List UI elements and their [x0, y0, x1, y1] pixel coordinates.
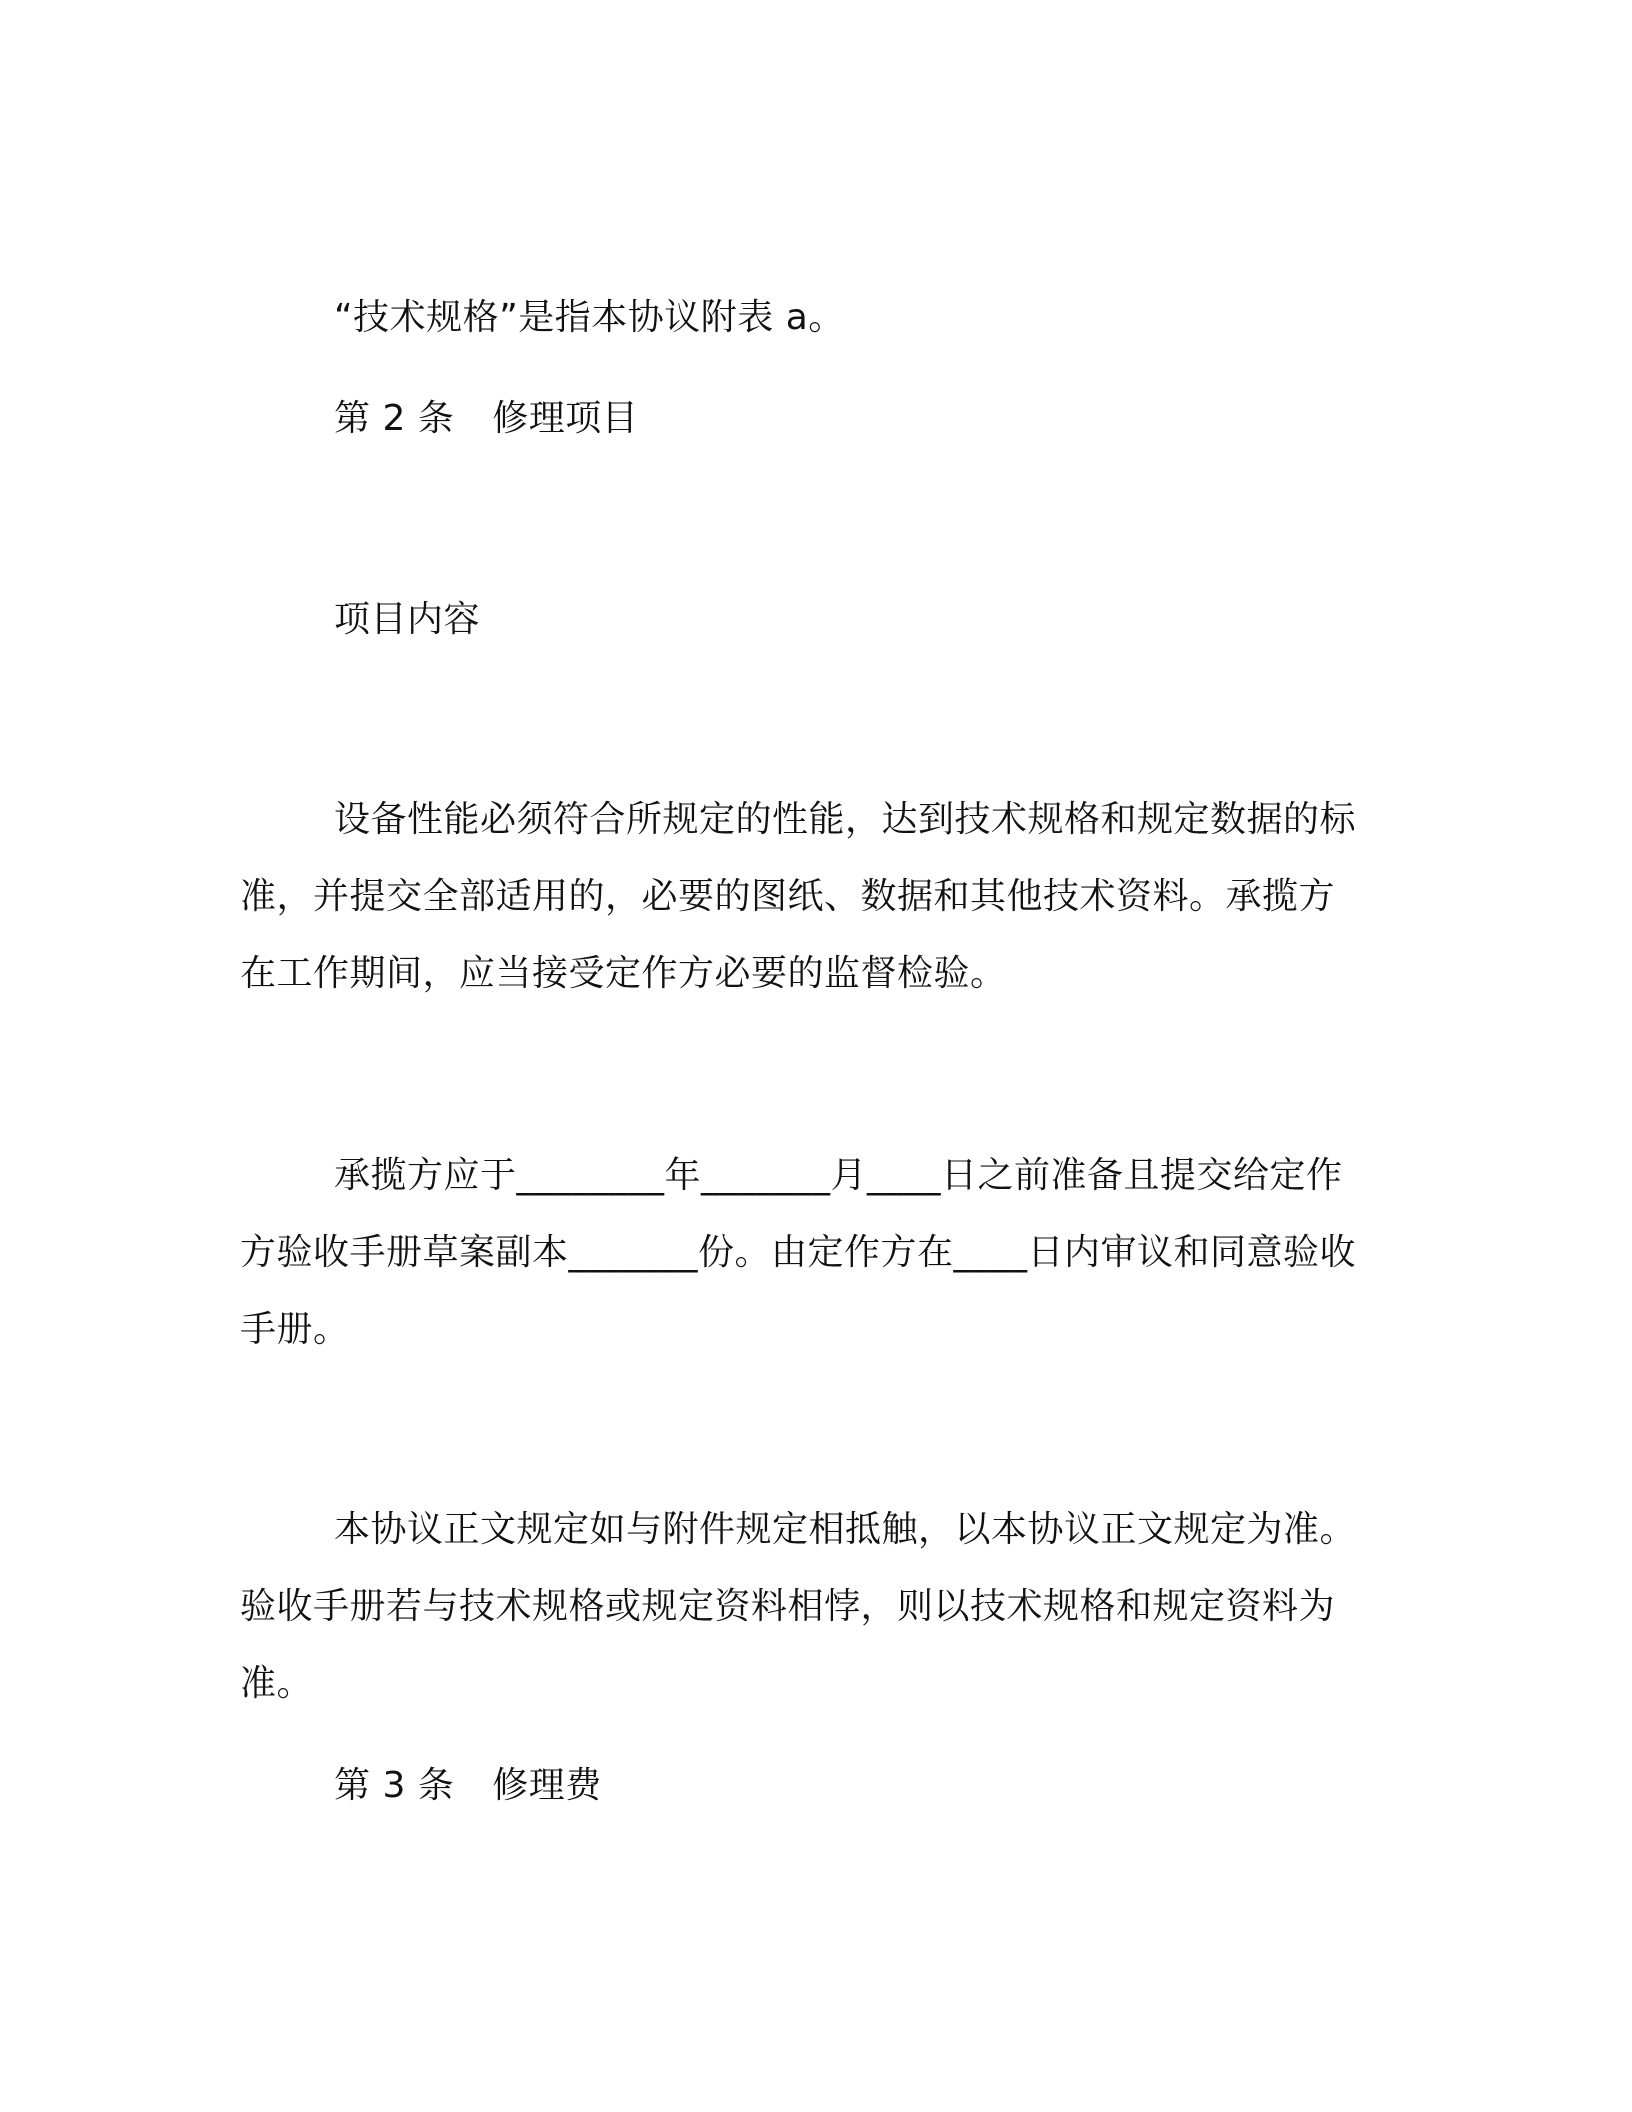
paragraph-line: 手册。 — [240, 1309, 350, 1350]
paragraph-line: 设备性能必须符合所规定的性能，达到技术规格和规定数据的标 — [334, 799, 1357, 840]
project-content-heading: 项目内容 — [334, 599, 481, 640]
article-2-number: 第 2 条 — [334, 398, 455, 439]
paragraph-line: 准。 — [240, 1663, 314, 1704]
paragraph-line: 承揽方应于________年_______月____日之前准备且提交给定作 — [334, 1155, 1343, 1196]
article-3-heading — [334, 1764, 602, 1808]
paragraph-line: 准，并提交全部适用的，必要的图纸、数据和其他技术资料。承揽方 — [240, 876, 1336, 917]
article-3-number: 第 3 条 — [334, 1765, 455, 1806]
article-2-heading — [334, 397, 638, 441]
definition-line: “技术规格”是指本协议附表 a。 — [334, 297, 845, 338]
article-2-title: 修理项目 — [492, 398, 639, 439]
article-3-title: 修理费 — [492, 1765, 602, 1806]
paragraph-line: 验收手册若与技术规格或规定资料相悖，则以技术规格和规定资料为 — [240, 1586, 1336, 1627]
paragraph-line: 本协议正文规定如与附件规定相抵触，以本协议正文规定为准。 — [334, 1509, 1357, 1550]
paragraph-line: 在工作期间，应当接受定作方必要的监督检验。 — [240, 953, 1007, 994]
paragraph-line: 方验收手册草案副本_______份。由定作方在____日内审议和同意验收 — [240, 1232, 1357, 1273]
